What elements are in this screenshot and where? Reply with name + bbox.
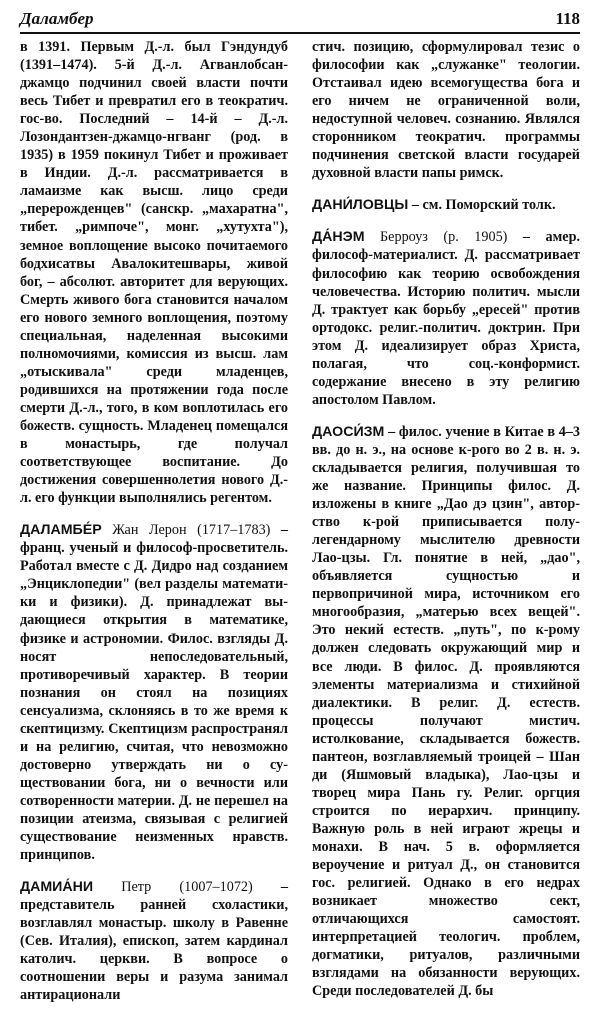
page-number: 118 (555, 9, 580, 28)
headword-danilovtsy: ДАНИ́ЛОВЦЫ (312, 197, 409, 214)
running-head: Даламбер (20, 9, 94, 28)
danem-text: – амер. философ-материалист. Д. рассматривает философию как теорию освобождения человечества. Историю политич. мысли Д. трактует как борьбу „ересей" против ортодокс. религ.-политич. доктрин. При этом Д. идеализирует образ Христа, полагая, что соц.-конформист. содержание внесено в эту религию апостолом Павлом. (312, 229, 581, 408)
entry-damiani (20, 878, 288, 1004)
page-header (20, 8, 580, 34)
dalamber-text: – франц. ученый и философ-просветитель. Работал вместе с Д. Дидро над созданием „Энциклопедии" (вел разделы математики и физики). Д. принадлежат выдающиеся открытия в математике, физике и астрономии. Филос. взгляды Д. носят непоследовательный, противоречивый характер. В теории познания он стоял на позициях сенсуализма, склоняясь в то же время к скептицизму. Скептицизм распространял и на религию, считая, что невозможно достоверно утверждать ни о существовании бога, ни о вечности или сотворенности материи. Д. не перешел на позиции атеизма, связывая с религией существование неизменных нравств. принципов. (20, 522, 289, 864)
headword-dalamber: ДАЛАМБЕ́Р (20, 522, 102, 539)
entry-dalai-lama-continued: в 1391. Первым Д.-л. был Гэндундуб (1391–1474). 5-й Д.-л. Агванлобсан-джамцо подчинил своей власти почти весь Тибет и превратил его в теократич. гос-во. Последний – 14-й – Д.-л. Лозондантзен-джамцо-нгванг (род. в 1935) в 1959 покинул Тибет и проживает в Индии. Д.-л. рассматривается в ламаизме как высш. лицо среди „перерожденцев" (санскр. „махаратна", тибет. „римпоче", монг. „хутухта"), земное воплощение высоко почитаемого бодхисатвы Авалокитешвары, живой бог, – абсолют. авторитет для верующих. Смерть живого бога становится началом его нового земного воплощения, поэтому специальная, наделенная высокими полномочиями, комиссия из высш. лам „отыскивала" среди младенцев, родившихся на протяжении года после смерти Д.-л., того, в ком воплотилась его божеств. сущность. Младенец помещался в монастырь, где получал соответствующее воспитание. До достижения совершеннолетия нового Д.-л. его функции выполнялись регентом. (20, 39, 288, 507)
entry-dalamber (20, 521, 288, 864)
danem-name: Берроуз (р. 1905) (380, 229, 508, 246)
dalamber-name: Жан Лерон (1717–1783) (112, 522, 271, 539)
entry-daosizm (312, 423, 580, 1001)
headword-danem: ДА́НЭМ (312, 229, 365, 246)
entry-danem (312, 228, 580, 408)
damiani-name: Петр (1007–1072) (121, 879, 253, 896)
headword-damiani: ДАМИА́НИ (20, 879, 94, 896)
daosizm-text: – филос. учение в Китае в 4–3 вв. до н. э., на основе к-рого во 2 в. н. э. складывается религия, получившая то же название. Принципы филос. Д. изложены в книге „Дао дэ цзин", авторство к-рой приписывается полулегендарному мыслителю древности Лао-цзы. Гл. понятие в ней, „дао", объявляется сущностью и первопричиной мира, источником его многообразия, „матерью всех вещей". Это некий естеств. „путь", по к-рому должен следовать окружающий мир и все люди. В филос. Д. проявляются элементы материализма и стихийной диалектики. В религ. Д. естеств. процессы получают мистич. истолкование, складывается божеств. пантеон, возглавляемый троицей – Шан ди (Яшмовый владыка), Лао-цзы и творец мира Пань гу. Религ. оргция строится по иерархич. принципу. Важную роль в ней играют жрецы и монахи. В нач. 5 в. оформляется вероучение и ритуал Д., он становится гос. религией. Однако в его недрах возникает множество сект, отличающихся самостоят. интерпретацией теологич. проблем, догматики, ритуалов, различными взглядами на обязанности верующих. Среди последователей Д. бы (312, 423, 580, 1000)
entry-danilovtsy (312, 196, 580, 214)
left-column (20, 38, 288, 1004)
damiani-text: – представитель ранней схоластики, возглавлял монастыр. школу в Равенне (Сев. Италия), епископ, затем кардинал католич. церкви. В вопросе о соотношении веры и разума занимал антирационали (20, 879, 289, 1004)
danilovtsy-text: – см. Поморский толк. (411, 197, 556, 214)
headword-daosizm: ДАОСИ́ЗМ (312, 423, 385, 440)
right-column (312, 38, 580, 1000)
entry-damiani-continued: стич. позицию, сформулировал тезис о философии как „служанке" теологии. Отстаивал идею всемогущества бога и его ничем не ограниченной воли, недоступной человеч. сознанию. Являлся сторонником теократич. программы подчинения светской власти государей духовной власти папы римск. (312, 39, 580, 182)
